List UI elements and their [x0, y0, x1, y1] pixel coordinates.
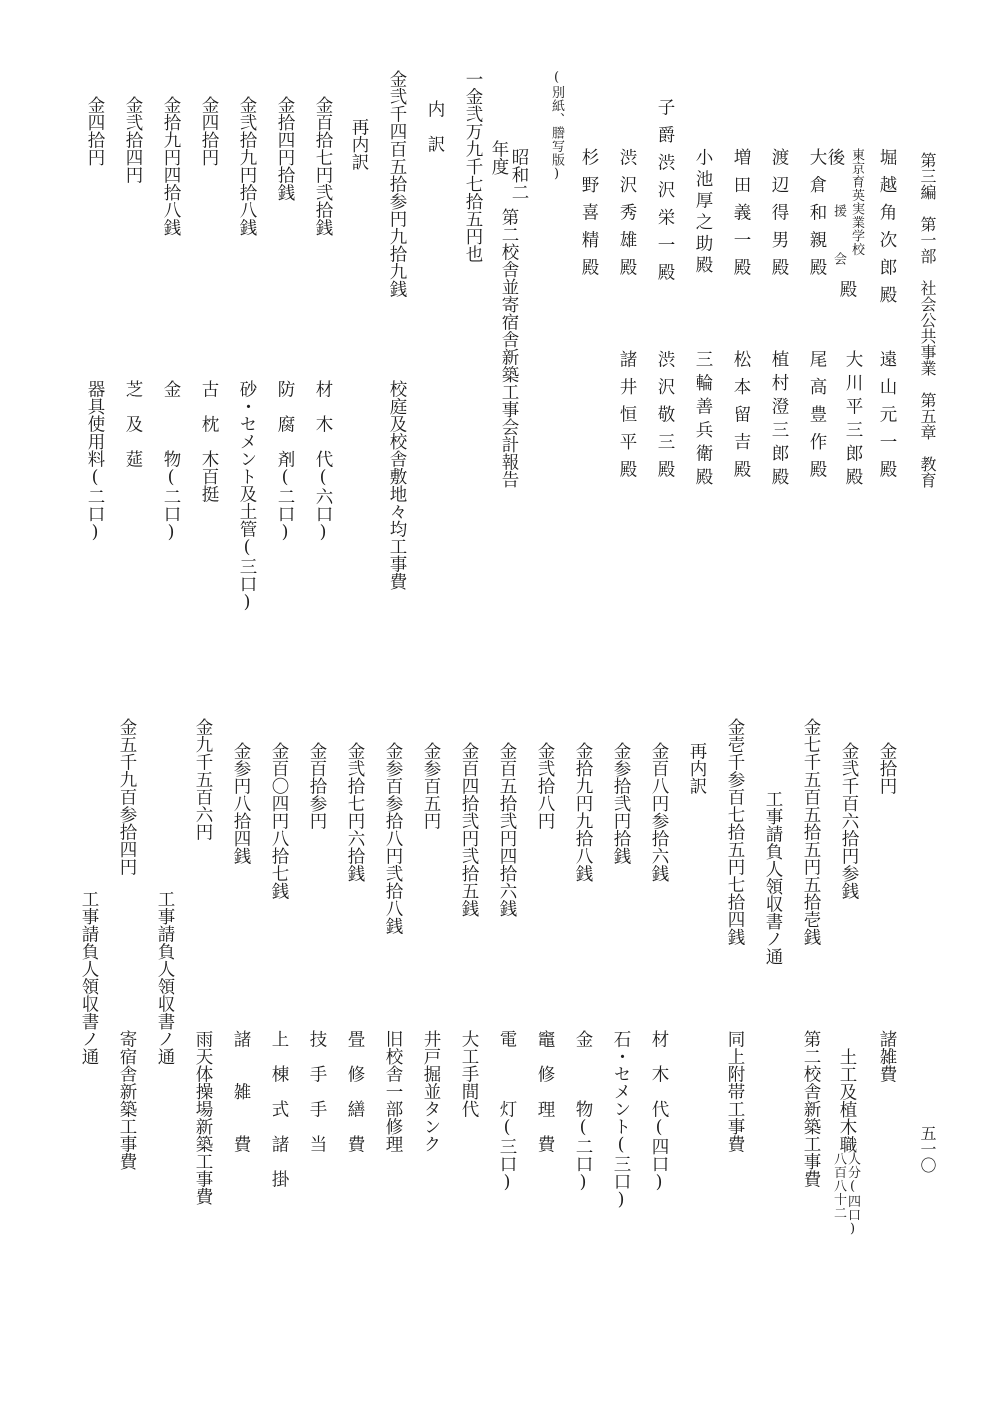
item-amount: 金百八円参拾六銭: [649, 742, 669, 882]
item-amount: 金百四拾弐円弐拾五銭: [459, 742, 479, 917]
receipt-note: 工事請負人領収書ノ通: [763, 790, 783, 965]
item-label: 器具使用料(二口): [85, 380, 105, 543]
annex-amount: 金壱千参百七拾五円七拾四銭: [725, 718, 745, 946]
addressee: 杉野喜精殿: [579, 148, 599, 286]
addressee: 大倉和親殿: [807, 148, 827, 286]
association-char: 後: [825, 148, 845, 166]
item-label: 材 木 代(四口): [649, 1030, 669, 1193]
item-amount: 金弐拾四円: [123, 96, 143, 184]
sub-breakdown-label: 再内訳: [687, 742, 707, 795]
rain-receipt: 工事請負人領収書ノ通: [155, 890, 175, 1065]
labor-count: 人分(四口): [845, 1152, 860, 1237]
item-amount: 金四拾円: [85, 96, 105, 166]
grand-total: 一金弐万九千七拾五円也: [463, 70, 483, 263]
item-amount: 金拾九円四拾八銭: [161, 96, 181, 236]
addressee: 小池厚之助殿: [693, 148, 713, 277]
annex-label: 同上附帯工事費: [725, 1030, 745, 1153]
rain-amount: 金九千五百六円: [193, 718, 213, 841]
addressee: 増田義一殿: [731, 148, 751, 286]
item-amount: 金百五拾弐円四拾六銭: [497, 742, 517, 917]
breakdown-label: 内 訳: [425, 100, 445, 153]
item-label: 大工手間代: [459, 1030, 479, 1118]
item-label: 砂・セメント及土管(三口): [237, 380, 257, 613]
item-label: 技 手 手 当: [307, 1030, 327, 1153]
sub-breakdown-label: 再内訳: [349, 118, 369, 171]
school2-label: 第二校舎新築工事費: [801, 1030, 821, 1188]
dorm-label: 寄宿舎新築工事費: [117, 1030, 137, 1170]
item-amount: 金参円八拾四銭: [231, 742, 251, 865]
misc-amount: 金拾円: [877, 742, 897, 795]
attachment-note: (別紙、謄写版): [549, 70, 564, 182]
dorm-amount: 金五千九百参拾四円: [117, 718, 137, 876]
item-label: 旧校舎一部修理: [383, 1030, 403, 1153]
misc-label: 諸雑費: [877, 1030, 897, 1083]
item-amount: 金百拾参円: [307, 742, 327, 830]
item-amount: 金弐拾九円拾八銭: [237, 96, 257, 236]
item-amount: 金百〇四円八拾七銭: [269, 742, 289, 900]
school2-amount: 金七千五百五拾五円五拾壱銭: [801, 718, 821, 946]
addressee: 遠山元一殿: [877, 350, 897, 488]
association-char: 援: [831, 204, 846, 218]
item-label: 井戸掘並タンク: [421, 1030, 441, 1153]
addressee: 渋沢敬三殿: [655, 350, 675, 488]
item-amount: 金拾九円九拾八銭: [573, 742, 593, 882]
item-label: 防 腐 剤(二口): [275, 380, 295, 543]
running-title: 第三編 第一部 社会公共事業 第五章 教育: [918, 152, 937, 488]
labor-label: 土工及植木職: [837, 1048, 857, 1153]
report-year-top: 昭和二: [509, 148, 529, 201]
addressee: 尾高豊作殿: [807, 350, 827, 488]
item-amount: 金拾四円拾銭: [275, 96, 295, 201]
rain-label: 雨天体操場新築工事費: [193, 1030, 213, 1205]
report-title: 第二校舎並寄宿舎新築工事会計報告: [499, 208, 519, 488]
addressee: 渡辺得男殿: [769, 148, 789, 286]
site-label: 校庭及校舎敷地々均工事費: [387, 380, 407, 590]
labor-amount: 金弐千百六拾円参銭: [839, 742, 859, 900]
addressee: 松本留吉殿: [731, 350, 751, 488]
item-amount: 金四拾円: [199, 96, 219, 166]
item-amount: 金弐拾七円六拾銭: [345, 742, 365, 882]
addressee: 子爵渋沢栄一殿: [655, 98, 675, 291]
page-number: 五一〇: [918, 1125, 937, 1173]
addressee: 植村澄三郎殿: [769, 350, 789, 491]
site-total: 金弐千四百五拾参円九拾九銭: [387, 70, 407, 298]
item-label: 諸 雑 費: [231, 1030, 251, 1153]
dorm-receipt: 工事請負人領収書ノ通: [79, 890, 99, 1065]
labor-count: 八百八十二: [831, 1152, 846, 1220]
association-suffix: 殿: [837, 280, 857, 298]
item-label: 金 物(二口): [573, 1030, 593, 1193]
addressee: 堀越角次郎殿: [877, 148, 897, 313]
item-label: 石・セメント(三口): [611, 1030, 631, 1210]
item-amount: 金参百五円: [421, 742, 441, 830]
addressee: 渋沢秀雄殿: [617, 148, 637, 286]
item-amount: 金弐拾八円: [535, 742, 555, 830]
item-label: 上 棟 式 諸 掛: [269, 1030, 289, 1188]
item-label: 金 物(二口): [161, 380, 181, 543]
addressee-association: [823, 148, 863, 308]
association-name: 東京育英実業学校: [849, 148, 864, 256]
item-label: 古 枕 木百挺: [199, 380, 219, 503]
addressee: 大川平三郎殿: [843, 350, 863, 491]
item-label: 電 灯(三口): [497, 1030, 517, 1193]
item-label: 材 木 代(六口): [313, 380, 333, 543]
item-label: 竈 修 理 費: [535, 1030, 555, 1153]
report-year-bottom: 年度: [489, 140, 509, 175]
item-amount: 金百拾七円弐拾銭: [313, 96, 333, 236]
item-label: 畳 修 繕 費: [345, 1030, 365, 1153]
item-amount: 金参拾弐円拾銭: [611, 742, 631, 865]
association-char: 会: [831, 252, 846, 266]
item-amount: 金参百参拾八円弐拾八銭: [383, 742, 403, 935]
addressee: 三輪善兵衛殿: [693, 350, 713, 491]
addressee: 諸井恒平殿: [617, 350, 637, 488]
item-label: 芝 及 莚: [123, 380, 143, 468]
